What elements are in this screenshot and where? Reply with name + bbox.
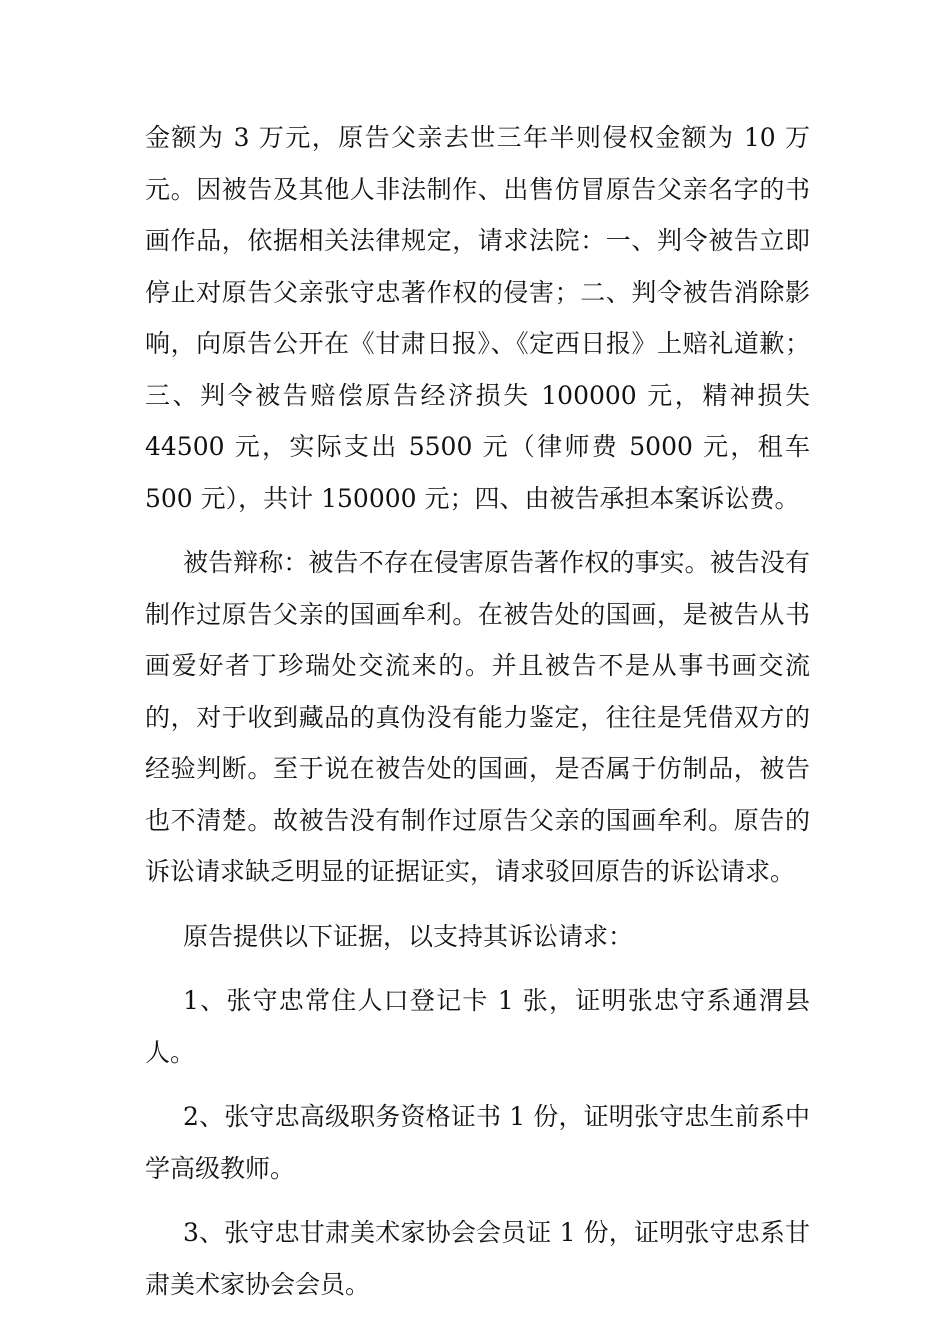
paragraph-evidence-item-2: 2、张守忠高级职务资格证书 1 份，证明张守忠生前系中学高级教师。 (145, 1102, 810, 1183)
paragraph-plaintiff-claims: 金额为 3 万元，原告父亲去世三年半则侵权金额为 10 万元。因被告及其他人非法制作、出售仿冒原告父亲名字的书画作品，依据相关法律规定，请求法院：一、判令被告立即停止对原告父亲张守忠著作权的侵害；二、判令被告消除影响，向原告公开在《甘肃日报》、《定西日报》上赔礼道歉；三、判令被告赔偿原告经济损失 100000 元，精神损失 44500 元，实际支出 5500 元（律师费 5000 元，租车 500 元），共计 150000 元；四、由被告承担本案诉讼费。 (145, 123, 810, 513)
paragraph-evidence-item-1: 1、张守忠常住人口登记卡 1 张，证明张忠守系通渭县人。 (145, 986, 810, 1067)
paragraph-defendant-defense: 被告辩称：被告不存在侵害原告著作权的事实。被告没有制作过原告父亲的国画牟利。在被告处的国画，是被告从书画爱好者丁珍瑞处交流来的。并且被告不是从事书画交流的，对于收到藏品的真伪没有能力鉴定，往往是凭借双方的经验判断。至于说在被告处的国画，是否属于仿制品，被告也不清楚。故被告没有制作过原告父亲的国画牟利。原告的诉讼请求缺乏明显的证据证实，请求驳回原告的诉讼请求。 (145, 548, 810, 886)
paragraph-evidence-intro: 原告提供以下证据，以支持其诉讼请求： (183, 921, 634, 951)
document-body (145, 112, 810, 1323)
paragraph-evidence-item-3: 3、张守忠甘肃美术家协会会员证 1 份，证明张守忠系甘肃美术家协会会员。 (145, 1218, 810, 1299)
